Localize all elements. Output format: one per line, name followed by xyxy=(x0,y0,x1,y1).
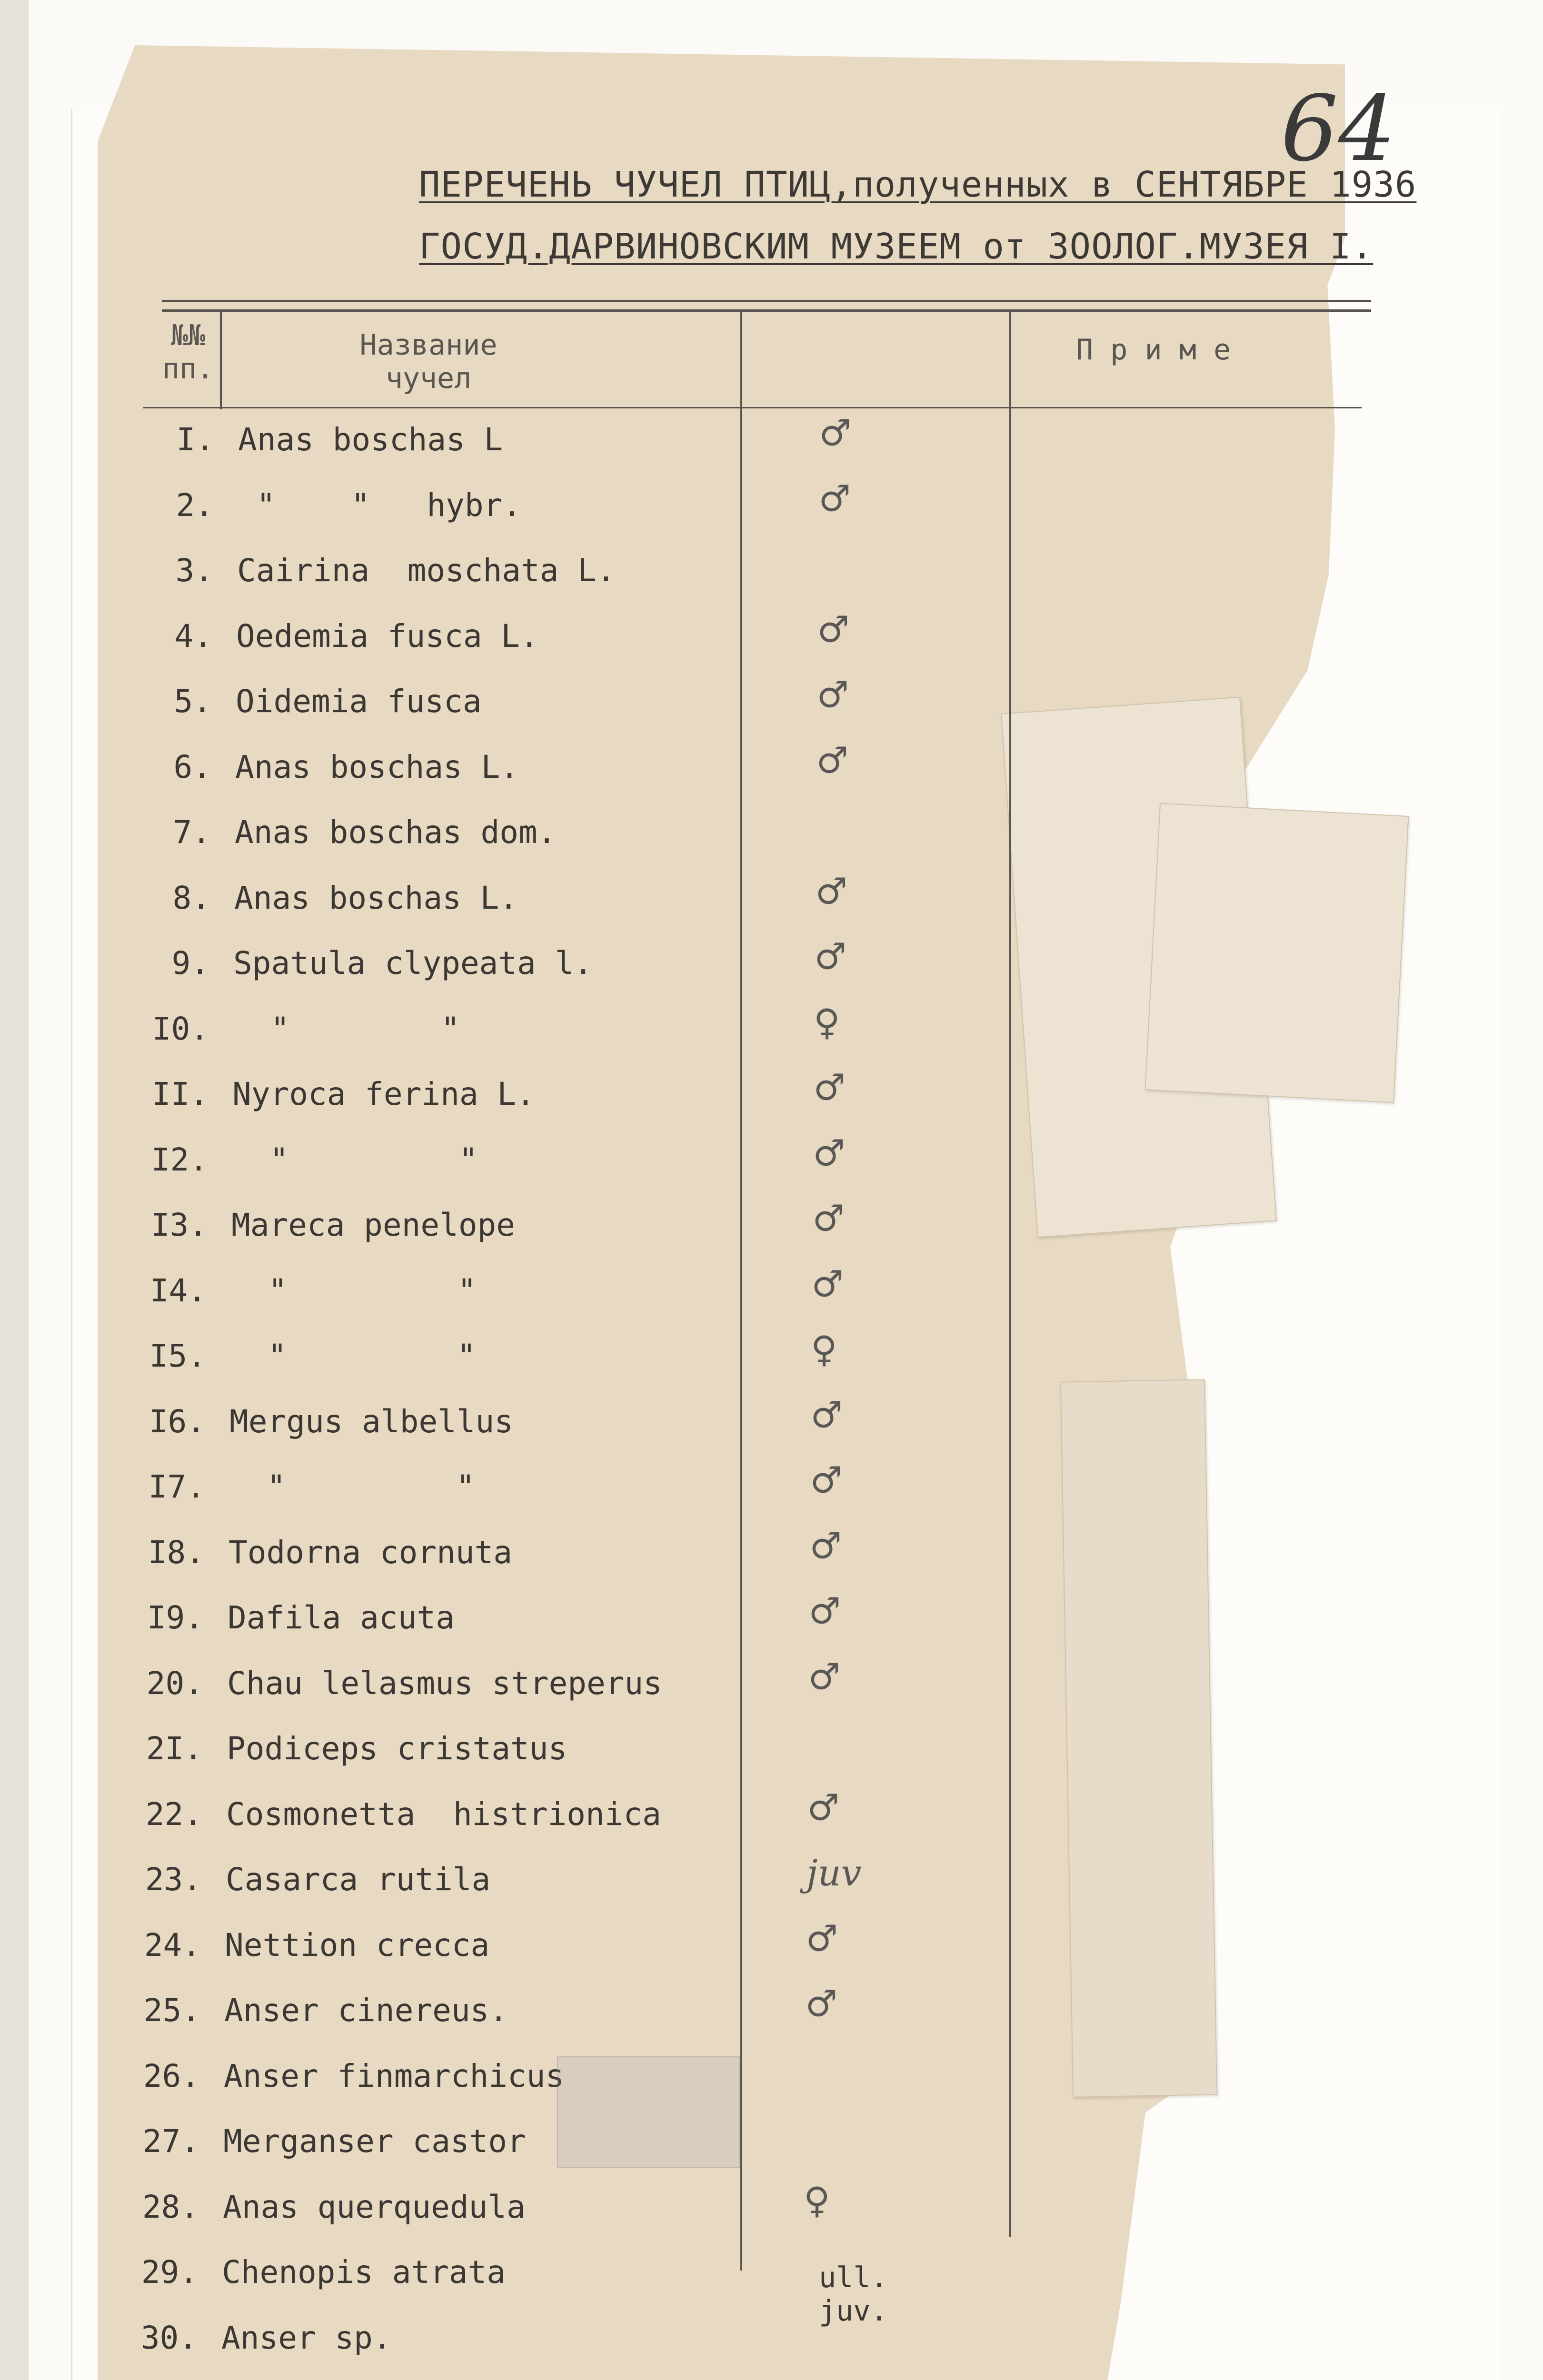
list-item xyxy=(104,1001,961,1068)
list-item xyxy=(97,1852,954,1918)
list-item xyxy=(96,1917,953,1984)
binder-edge xyxy=(0,0,29,2380)
specimen-name: Casarca rutila xyxy=(226,1861,491,1898)
specimen-name: Anser finmarchicus xyxy=(224,2058,565,2094)
document-title-line-2: ГОСУД.ДАРВИНОВСКИМ МУЗЕЕМ от ЗООЛОГ.МУЗЕЯ I. xyxy=(419,226,1374,267)
list-item xyxy=(94,2179,951,2246)
specimen-name: Chenopis atrata xyxy=(222,2254,506,2291)
header-notes: П р и м е xyxy=(1076,333,1231,367)
header-name-line1: Название xyxy=(359,328,498,362)
specimen-name: Nyroca ferina L. xyxy=(232,1076,535,1112)
sex-mark: ♀ xyxy=(804,2179,830,2221)
row-number: 4. xyxy=(174,618,212,654)
specimen-name: Anser cinereus. xyxy=(224,1992,508,2029)
row-number: 23. xyxy=(145,1861,202,1898)
row-number: 26. xyxy=(143,2058,200,2094)
specimen-name: Anas boschas L. xyxy=(234,880,518,916)
row-number: 6. xyxy=(173,749,211,785)
header-double-rule-bottom xyxy=(162,309,1371,312)
specimen-name: Oedemia fusca L. xyxy=(236,618,539,654)
sex-mark: ♂ xyxy=(805,1983,838,2025)
sex-mark: ♀ xyxy=(814,1001,840,1043)
row-number: I6. xyxy=(149,1403,206,1440)
specimen-name: " " xyxy=(229,1468,475,1505)
row-number: I3. xyxy=(150,1207,208,1243)
row-number: 3. xyxy=(175,552,213,589)
list-item xyxy=(100,1459,957,1526)
sex-mark: ♀ xyxy=(811,1328,837,1370)
specimen-name: Cairina moschata L. xyxy=(237,552,616,589)
sex-mark: ♂ xyxy=(808,1590,841,1632)
row-number: 8. xyxy=(172,880,210,916)
specimen-name: " " xyxy=(230,1272,477,1309)
sex-mark: ♂ xyxy=(813,1066,846,1109)
margin-note: ull. juv. xyxy=(819,2261,888,2328)
sex-mark: ♂ xyxy=(809,1525,842,1567)
row-number: I7. xyxy=(148,1468,205,1505)
list-item xyxy=(105,935,962,1002)
num-column-divider xyxy=(220,309,222,409)
specimen-name: Mareca penelope xyxy=(231,1207,516,1243)
list-item xyxy=(95,2058,952,2115)
list-item xyxy=(101,1328,958,1395)
specimen-name: Anser sp. xyxy=(221,2320,392,2356)
header-num-line2: пп. xyxy=(162,352,214,386)
list-item xyxy=(110,412,966,478)
specimen-name: " " xyxy=(233,1011,460,1047)
sex-mark: ♂ xyxy=(818,477,851,520)
specimen-name: " " hybr. xyxy=(238,487,522,524)
list-item xyxy=(99,1590,956,1656)
list-item xyxy=(100,1525,957,1591)
sex-mark: ♂ xyxy=(814,935,847,978)
list-item xyxy=(98,1730,955,1787)
list-item xyxy=(109,477,966,544)
sex-mark: ♂ xyxy=(808,1656,841,1698)
row-number: I8. xyxy=(148,1534,205,1571)
faded-stamp xyxy=(557,2056,740,2168)
sex-mark: ♂ xyxy=(811,1263,844,1305)
row-number: 28. xyxy=(142,2189,199,2225)
row-number: 29. xyxy=(141,2254,198,2291)
specimen-name: Dafila acuta xyxy=(228,1599,455,1636)
specimen-name: Nettion crecca xyxy=(225,1927,490,1964)
row-number: I. xyxy=(176,421,214,458)
list-item xyxy=(103,1132,960,1199)
specimen-name: Anas boschas L. xyxy=(235,749,519,785)
specimen-name: Merganser castor xyxy=(223,2123,526,2160)
row-number: 2. xyxy=(176,487,214,524)
header-num xyxy=(157,319,219,386)
row-number: 7. xyxy=(173,814,211,851)
row-number: I9. xyxy=(147,1599,204,1636)
row-number: 27. xyxy=(142,2123,199,2160)
sex-mark: ♂ xyxy=(806,1917,838,1960)
specimen-name: Anas querquedula xyxy=(223,2189,526,2225)
list-item xyxy=(93,2320,950,2377)
list-item xyxy=(99,1656,956,1722)
specimen-name: Anas boschas dom. xyxy=(235,814,557,851)
sex-mark: ♂ xyxy=(813,1132,846,1174)
list-item xyxy=(102,1263,959,1329)
document-title-line-1: ПЕРЕЧЕНЬ ЧУЧЕЛ ПТИЦ,полученных в СЕНТЯБРЕ 1936 xyxy=(419,164,1417,205)
specimen-name: Cosmonetta histrionica xyxy=(226,1796,661,1833)
header-double-rule-top xyxy=(162,300,1371,302)
sex-mark: ♂ xyxy=(816,674,849,716)
list-item xyxy=(98,1786,955,1853)
sex-mark: ♂ xyxy=(812,1197,845,1240)
sex-mark: ♂ xyxy=(807,1786,840,1829)
row-number: 5. xyxy=(174,683,212,720)
list-item xyxy=(103,1197,960,1264)
list-item xyxy=(96,1983,953,2049)
list-item xyxy=(101,1394,958,1460)
sex-mark: ♂ xyxy=(819,412,852,454)
specimen-name: " " xyxy=(230,1338,476,1374)
row-number: I0. xyxy=(152,1011,209,1047)
row-number: I4. xyxy=(149,1272,207,1309)
list-item xyxy=(106,814,963,871)
sex-mark: ♂ xyxy=(810,1394,843,1436)
list-item xyxy=(107,739,964,806)
sex-mark: ♂ xyxy=(810,1459,843,1501)
sex-mark: juv xyxy=(806,1852,862,1894)
row-number: II. xyxy=(151,1076,209,1112)
sex-mark: ♂ xyxy=(816,739,849,782)
row-number: I5. xyxy=(149,1338,206,1374)
header-divider xyxy=(143,407,1362,408)
list-item xyxy=(109,552,966,609)
list-item xyxy=(106,870,963,937)
specimen-name: Podiceps cristatus xyxy=(227,1730,567,1767)
header-num-line1: №№ xyxy=(170,319,206,352)
header-name xyxy=(295,328,562,395)
list-item xyxy=(104,1066,961,1133)
row-number: 25. xyxy=(143,1992,200,2029)
mark-column-divider xyxy=(1009,309,1011,2237)
sex-mark: ♂ xyxy=(815,870,848,912)
row-number: I2. xyxy=(151,1141,208,1178)
row-number: 22. xyxy=(145,1796,202,1833)
row-number: 2I. xyxy=(146,1730,203,1767)
list-item xyxy=(108,608,965,675)
page-number: 64 xyxy=(1281,76,1396,181)
torn-paper-fold xyxy=(1145,803,1409,1103)
row-number: 24. xyxy=(144,1927,201,1964)
header-name-line2: чучел xyxy=(385,362,472,395)
row-number: 9. xyxy=(171,945,209,982)
specimen-name: Chau lelasmus streperus xyxy=(227,1665,662,1702)
list-item xyxy=(95,2123,952,2180)
specimen-name: Anas boschas L xyxy=(238,421,503,458)
list-item xyxy=(107,674,964,740)
specimen-name: Mergus albellus xyxy=(229,1403,514,1440)
row-number: 20. xyxy=(146,1665,203,1702)
specimen-name: Spatula clypeata l. xyxy=(233,945,593,982)
specimen-name: " " xyxy=(232,1141,478,1178)
specimen-name: Oidemia fusca xyxy=(236,683,482,720)
row-number: 30. xyxy=(140,2320,198,2356)
torn-paper-fold xyxy=(1060,1379,1217,2097)
specimen-name: Todorna cornuta xyxy=(229,1534,513,1571)
sex-mark: ♂ xyxy=(817,608,850,651)
